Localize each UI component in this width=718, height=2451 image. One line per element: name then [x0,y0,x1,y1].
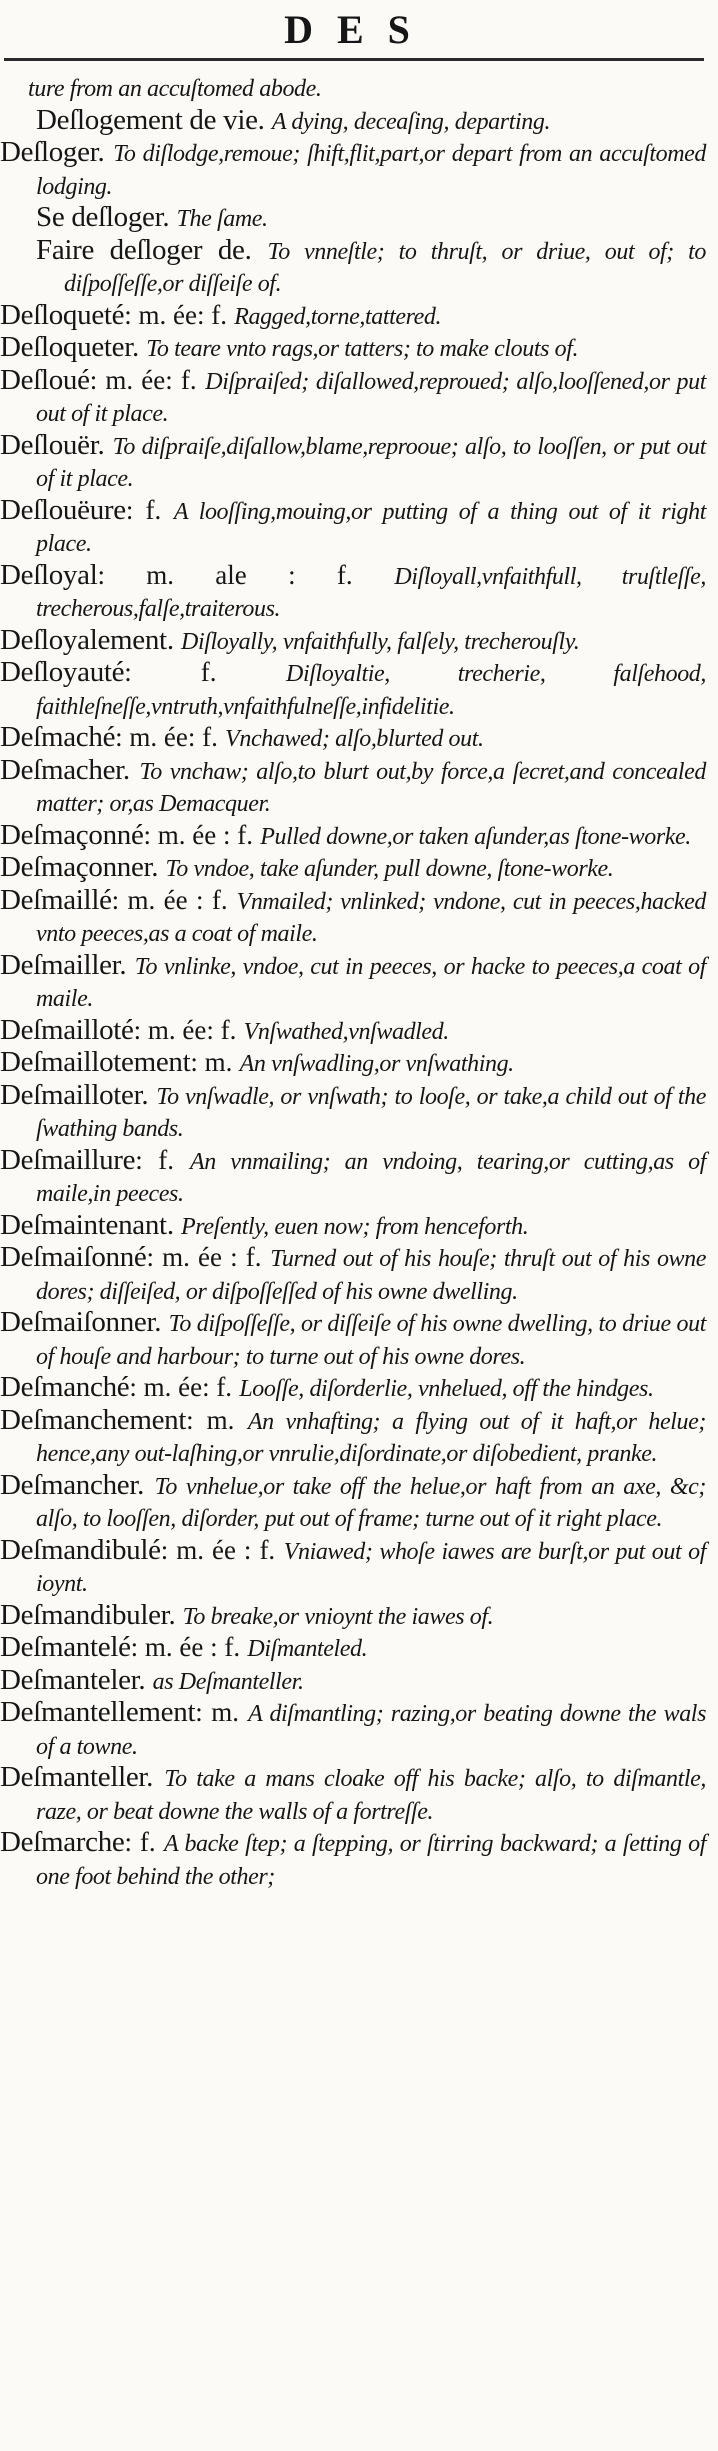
dictionary-entry [0,885,706,950]
dictionary-entry [0,560,706,625]
definition: Diſloyaltie, trecherie, falſehood, faithleſneſſe,vntruth,vnfaithfulneſſe,infidelitie. [36,661,707,720]
dictionary-entry [0,137,706,202]
headword: Deſloyal [0,558,98,591]
headword: Deſmaillure [0,1143,136,1176]
definition: Preſently, euen now; from henceforth. [181,1213,529,1240]
definition: Diſloyally, vnfaithfully, falſely, trecherouſly. [181,628,580,655]
headword: Deſmanteler. [0,1663,146,1696]
definition: Diſmanteled. [247,1636,368,1662]
headword: Deſloqueté [0,298,125,331]
headword: Deſmarche [0,1826,125,1858]
dictionary-entry [0,950,706,1015]
dictionary-entry [0,1372,706,1405]
definition: An vnmailing; an vndoing, tearing,or cutting,as of maile,in peeces. [36,1148,706,1207]
headword: Faire deſloger de. [36,233,252,266]
dictionary-entry [0,1242,706,1307]
grammar-note: : m. ée : f. [143,819,254,850]
grammar-note: : f. [125,494,162,525]
dictionary-entry [0,365,706,430]
page-header [0,0,718,60]
definition: Vniawed; whoſe iawes are burſt,or put out of ioynt. [36,1538,707,1597]
headword: Deſmailloter. [0,1078,149,1111]
dictionary-entry [0,300,706,333]
definition: To vnchaw; alſo,to blurt out,by force,a ſecret,and concealed matter; or,as Demacquer. [36,758,706,817]
dictionary-entry [0,1827,706,1892]
dictionary-entry [0,657,706,722]
grammar-note: : m. ée : f. [160,1534,276,1565]
definition: To vndoe, take aſunder, pull downe, ſtone-worke. [165,856,614,882]
headword: Deſlogement de vie. [36,103,265,136]
headword: Deſmanteller. [0,1761,154,1793]
definition: A dying, deceaſing, departing. [271,108,551,135]
definition: To vnlinke, vndoe, cut in peeces, or hacke to peeces,a coat of maile. [36,953,706,1012]
headword: Deſmacher. [0,753,130,786]
dictionary-entry [0,1210,706,1243]
headword: Deſmantellement [0,1696,196,1728]
headword: Deſloué [0,363,90,396]
dictionary-entry [0,430,706,495]
grammar-note: : m. ale : f. [97,559,353,590]
dictionary-entry [0,235,706,300]
definition: Vnſwathed,vnſwadled. [243,1018,449,1045]
definition: To take a mans cloake off his backe; alſo, to diſmantle, raze, or beat downe the walls of a fortreſſe. [36,1766,706,1825]
definition: Vnchawed; alſo,blurted out. [225,726,484,752]
grammar-note: : m. [186,1404,235,1435]
dictionary-entry [0,1015,706,1048]
dictionary-entry [0,722,706,755]
dictionary-entry [0,1535,706,1600]
headword: Deſmancher. [0,1468,145,1501]
dictionary-entry [0,1697,706,1762]
headword: Deſmantelé [0,1631,131,1663]
headword: Deſmandibulé [0,1533,161,1566]
headword: Deſlouëure [0,493,126,526]
definition: Pulled downe,or taken aſunder,as ſtone-worke. [260,823,691,850]
headword: Deſmailloté [0,1013,134,1046]
definition: ture from an accuſtomed abode. [28,76,322,102]
definition: Vnmailed; vnlinked; vndone, cut in peeces,hacked vnto peeces,as a coat of maile. [36,888,706,947]
headword: Deſmanchement [0,1403,187,1436]
dictionary-entry [0,1405,706,1470]
headword: Deſmaillotement [0,1046,191,1078]
dictionary-entry [0,1632,706,1665]
grammar-note: : m. ée: f. [133,1014,237,1045]
dictionary-entry [0,72,706,105]
entry-list [0,72,706,1892]
definition: To vnſwadle, or vnſwath; to looſe, or take,a child out of the ſwathing bands. [36,1083,706,1142]
dictionary-entry [0,625,706,658]
dictionary-entry [0,202,706,235]
headword: Deſmaiſonner. [0,1306,162,1338]
grammar-note: : m. [190,1047,233,1077]
headword: Se deſloger. [36,201,170,233]
headword: Deſmailler. [0,948,127,981]
definition: A diſmantling; razing,or beating downe the wals of a towne. [36,1701,707,1760]
grammar-note: : m. ée: f. [124,299,227,330]
headword: Deſmaillé [0,883,112,916]
definition: Looſſe, diſorderlie, vnhelued, off the hindges. [239,1376,654,1402]
definition: To teare vnto rags,or tatters; to make clouts of. [146,336,579,362]
running-head: DES [284,7,434,52]
definition: The ſame. [176,206,268,232]
headword: Deſloyalement. [0,623,174,656]
dictionary-entry [0,332,706,365]
headword: Deſloyauté [0,656,125,688]
headword: Deſmaçonné [0,818,144,851]
definition: To breake,or vnioynt the iawes of. [182,1603,494,1630]
definition: Diſpraiſed; diſallowed,reproued; alſo,looſſened,or put out of it place. [36,368,707,427]
definition: Turned out of his houſe; thruſt out of his owne dores; diſſeiſed, or diſpoſſeſſed of his owne dwelling. [36,1246,707,1305]
definition: To diſpraiſe,diſallow,blame,reprooue; alſo, to looſſen, or put out of it place. [36,433,706,492]
grammar-note: : m. ée: f. [115,722,218,752]
definition: An vnſwadling,or vnſwathing. [239,1051,514,1077]
grammar-note: : m. ée : f. [146,1242,262,1272]
headword: Deſmanché [0,1371,130,1403]
grammar-note: : m. ée : f. [111,884,228,915]
headword: Deſloqueter. [0,331,139,363]
headword: Deſmaintenant. [0,1208,174,1241]
headword: Deſmaché [0,721,116,753]
headword: Deſlouër. [0,428,105,461]
dictionary-entry [0,1145,706,1210]
definition: An vnhafting; a flying out of it haft,or helue; hence,any out-laſhing,or vnrulie,diſordinate,or diſobedient, pranke. [36,1408,706,1467]
dictionary-entry [0,852,706,885]
headword: Deſmandibuler. [0,1598,176,1631]
definition: To vnneſtle; to thruſt, or driue, out of; to diſpoſſeſſe,or diſſeiſe of. [64,238,706,297]
grammar-note: : f. [124,1827,156,1857]
dictionary-entry [0,1047,706,1080]
grammar-note: : m. ée: f. [89,364,197,395]
grammar-note: : f. [135,1144,174,1175]
definition: To vnhelue,or take off the helue,or haft from an axe, &c; alſo, to looſſen, diſorder, put out of frame; turne out of it right place. [36,1473,707,1532]
definition: Diſloyall,vnfaithfull, truſtleſſe, trecherous,falſe,traiterous. [36,563,707,622]
definition: A backe ſtep; a ſtepping, or ſtirring backward; a ſetting of one foot behind the other; [36,1831,707,1890]
definition: To diſlodge,remoue; ſhift,flit,part,or depart from an accuſtomed lodging. [36,141,706,200]
definition: Ragged,torne,tattered. [234,303,442,330]
dictionary-entry [0,1762,706,1827]
definition: A looſſing,mouing,or putting of a thing out of it right place. [36,498,706,557]
dictionary-entry [0,1470,706,1535]
headword: Deſmaçonner. [0,851,159,883]
grammar-note: : f. [124,657,217,687]
dictionary-entry [0,105,706,138]
definition: as Deſmanteller. [152,1668,304,1695]
dictionary-entry [0,1307,706,1372]
dictionary-entry [0,1600,706,1633]
grammar-note: : m. ée : f. [130,1632,241,1662]
grammar-note: : m. [195,1697,240,1727]
dictionary-entry [0,495,706,560]
dictionary-entry [0,820,706,853]
dictionary-entry [0,1080,706,1145]
dictionary-entry [0,1665,706,1698]
dictionary-entry [0,755,706,820]
headword: Deſmaiſonné [0,1241,147,1273]
grammar-note: : m. ée: f. [129,1372,233,1402]
headword: Deſloger. [0,136,105,168]
definition: To diſpoſſeſſe, or diſſeiſe of his owne dwelling, to driue out of houſe and harbour; to turne out of his owne dores. [36,1311,707,1370]
header-rule [4,58,704,61]
